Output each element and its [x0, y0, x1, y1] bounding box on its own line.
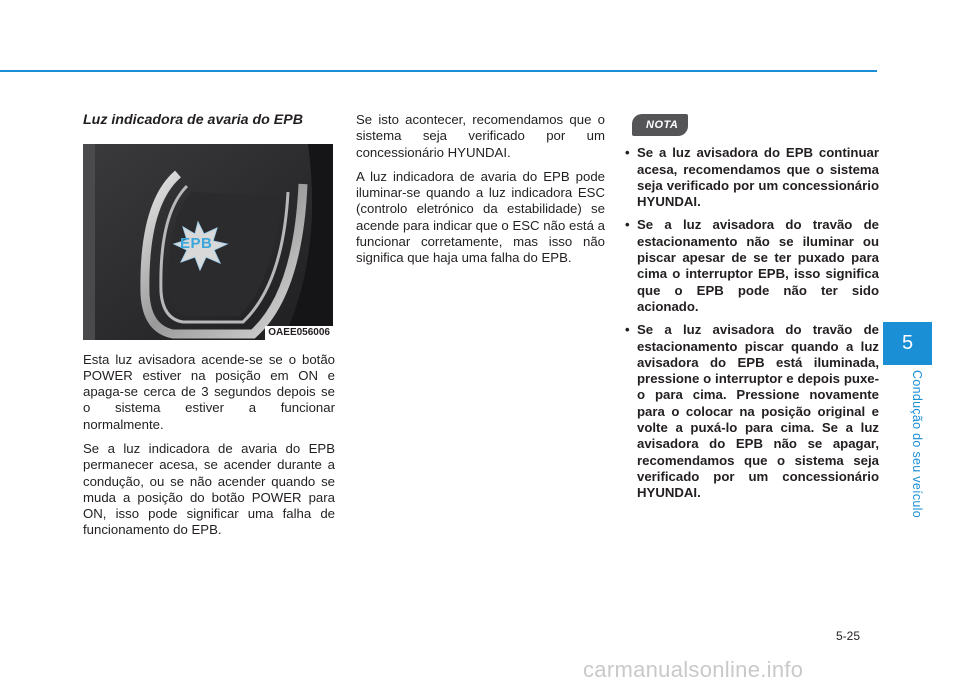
bullet-icon: • [625, 322, 630, 338]
list-item-text: Se a luz avisadora do EPB continuar acesa, recomendamos que o sistema seja verificado por um concessionário HYUNDAI. [637, 145, 879, 210]
chapter-number: 5 [901, 332, 914, 354]
watermark: carmanualsonline.info [583, 657, 804, 682]
section-heading: Luz indicadora de avaria do EPB [83, 112, 303, 128]
list-item [622, 217, 879, 315]
page-number: 5-25 [836, 629, 861, 643]
dashboard-figure [83, 144, 333, 340]
nota-badge: NOTA [632, 114, 688, 136]
list-item [622, 145, 879, 210]
nota-list [622, 145, 879, 501]
list-item [622, 322, 879, 501]
column-3 [622, 114, 879, 509]
bullet-icon: • [625, 217, 630, 233]
figure-code: OAEE056006 [265, 326, 333, 340]
chapter-tab [883, 322, 932, 365]
column-2 [356, 112, 605, 275]
top-rule [0, 70, 877, 72]
paragraph: Se a luz indicadora de avaria do EPB permanecer acesa, se acender durante a condução, ou se não acender quando se muda a posição do botão POWER para ON, isso pode significar uma falha de funcionamento do EPB. [83, 440, 335, 538]
list-item-text: Se a luz avisadora do travão de estacionamento não se iluminar ou piscar apesar de se ter puxado para cima o interruptor EPB, isso significa que o EPB pode não ter sido acionado. [637, 217, 879, 314]
paragraph: Se isto acontecer, recomendamos que o sistema seja verificado por um concessionário HYUNDAI. [356, 112, 605, 160]
bullet-icon: • [625, 145, 630, 161]
paragraph: Esta luz avisadora acende-se se o botão POWER estiver na posição em ON e apaga-se cerca de 3 segundos depois se o sistema estiver a funcionar normalmente. [83, 351, 335, 432]
list-item-text: Se a luz avisadora do travão de estacionamento piscar quando a luz avisadora do EPB está iluminada, pressione o interruptor e depois puxe-o para cima. Pressione novamente para o colocar na posição original e volte a puxá-lo para cima. Se a luz avisadora do EPB não se apagar, recomendamos que o sistema seja verificado por um concessionário HYUNDAI. [637, 322, 879, 501]
chapter-title: Condução do seu veículo [910, 370, 924, 518]
epb-indicator-label: EPB [180, 234, 213, 252]
paragraph: A luz indicadora de avaria do EPB pode iluminar-se quando a luz indicadora ESC (controlo eletrónico da estabilidade) se acende para indicar que o ESC não está a funcionar corretamente, mas isso não significa que haja uma falha do EPB. [356, 168, 605, 266]
column-1 [83, 112, 335, 547]
